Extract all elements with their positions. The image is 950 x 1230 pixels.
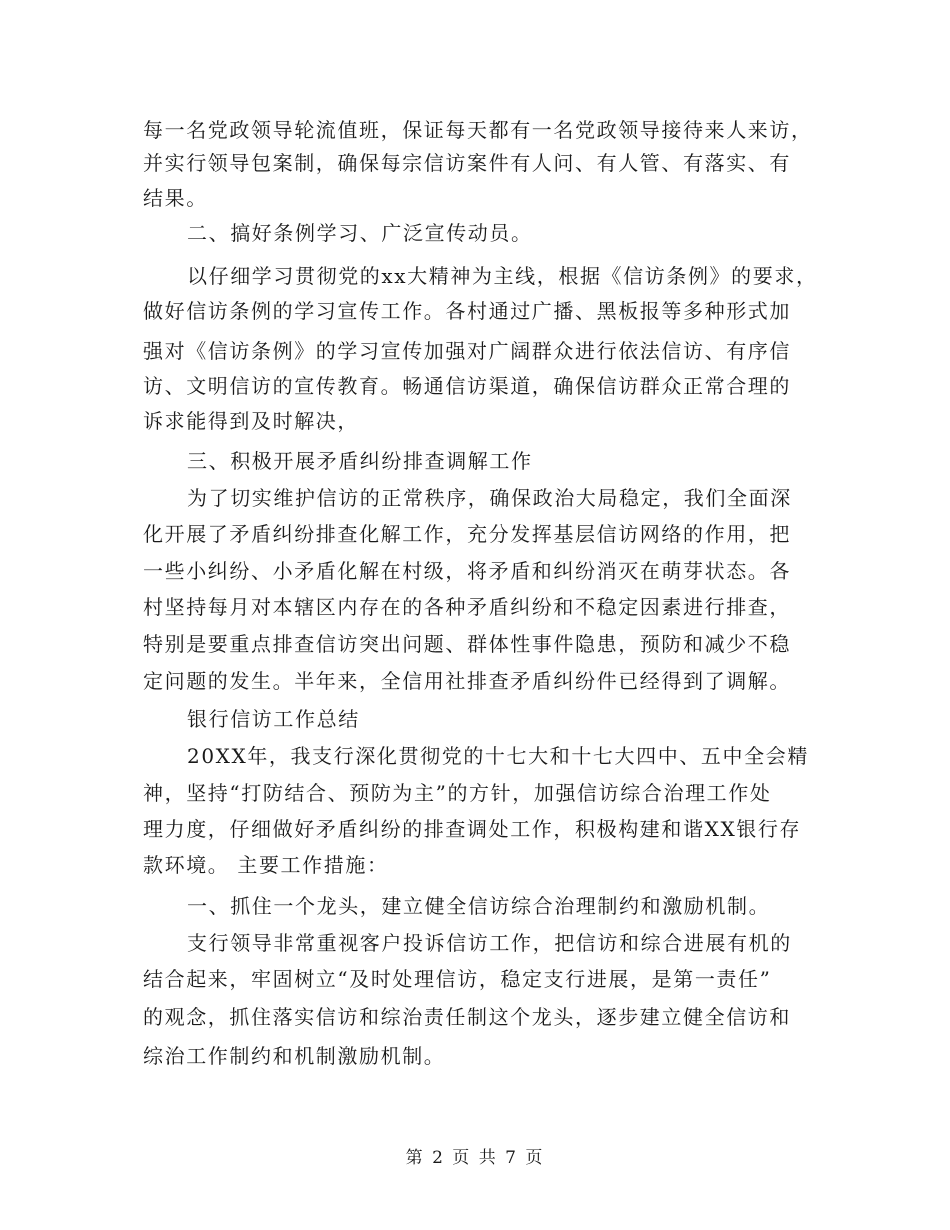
text-line-25: 的观念，抓住落实信访和综治责任制这个龙头，逐步建立健全信访和 bbox=[143, 1005, 791, 1029]
text-line-13: 一些小纠纷、小矛盾化解在村级，将矛盾和纠纷消灭在萌芽状态。各 bbox=[143, 559, 791, 583]
text-line-6: 做好信访条例的学习宣传工作。各村通过广播、黑板报等多种形式加 bbox=[143, 299, 791, 323]
section-heading-1: 一、抓住一个龙头，建立健全信访综合治理制约和激励机制。 bbox=[187, 894, 771, 918]
document-subtitle: 银行信访工作总结 bbox=[187, 707, 360, 731]
text-line-3: 结果。 bbox=[143, 186, 208, 210]
text-line-12: 化开展了矛盾纠纷排查化解工作，充分发挥基层信访网络的作用，把 bbox=[143, 522, 791, 546]
text-line-14: 村坚持每月对本辖区内存在的各种矛盾纠纷和不稳定因素进行排查， bbox=[143, 595, 791, 619]
page-number-footer: 第 2 页 共 7 页 bbox=[405, 1148, 545, 1168]
text-line-7: 强对《信访条例》的学习宣传加强对广阔群众进行依法信访、有序信 bbox=[143, 339, 791, 363]
text-line-2: 并实行领导包案制，确保每宗信访案件有人问、有人管、有落实、有 bbox=[143, 151, 791, 175]
text-line-26: 综治工作制约和机制激励机制。 bbox=[143, 1044, 446, 1068]
text-line-19: 神，坚持“打防结合、预防为主”的方针，加强信访综合治理工作处 bbox=[143, 781, 772, 805]
text-line-8: 访、文明信访的宣传教育。畅通信访渠道，确保信访群众正常合理的 bbox=[143, 374, 791, 398]
text-line-9: 诉求能得到及时解决， bbox=[143, 409, 359, 433]
text-line-16: 定问题的发生。半年来，全信用社排查矛盾纠纷件已经得到了调解。 bbox=[143, 669, 791, 693]
text-line-11: 为了切实维护信访的正常秩序，确保政治大局稳定，我们全面深 bbox=[187, 486, 792, 510]
section-heading-3: 三、积极开展矛盾纠纷排查调解工作 bbox=[187, 449, 533, 473]
section-heading-2: 二、搞好条例学习、广泛宣传动员。 bbox=[187, 221, 533, 245]
text-line-21: 款环境。 主要工作措施： bbox=[143, 853, 389, 877]
text-line-20: 理力度，仔细做好矛盾纠纷的排查调处工作，积极构建和谐XX银行存 bbox=[143, 817, 802, 841]
text-line-15: 特别是要重点排查信访突出问题、群体性事件隐患，预防和减少不稳 bbox=[143, 632, 791, 656]
text-line-1: 每一名党政领导轮流值班，保证每天都有一名党政领导接待来人来访， bbox=[143, 118, 813, 142]
text-line-23: 支行领导非常重视客户投诉信访工作，把信访和综合进展有机的 bbox=[187, 931, 792, 955]
text-line-18: 20XX年，我支行深化贯彻党的十七大和十七大四中、五中全会精 bbox=[187, 744, 809, 768]
text-line-24: 结合起来，牢固树立“及时处理信访，稳定支行进展，是第一责任” bbox=[143, 967, 772, 991]
text-line-5: 以仔细学习贯彻党的xx大精神为主线，根据《信访条例》的要求， bbox=[187, 264, 818, 288]
